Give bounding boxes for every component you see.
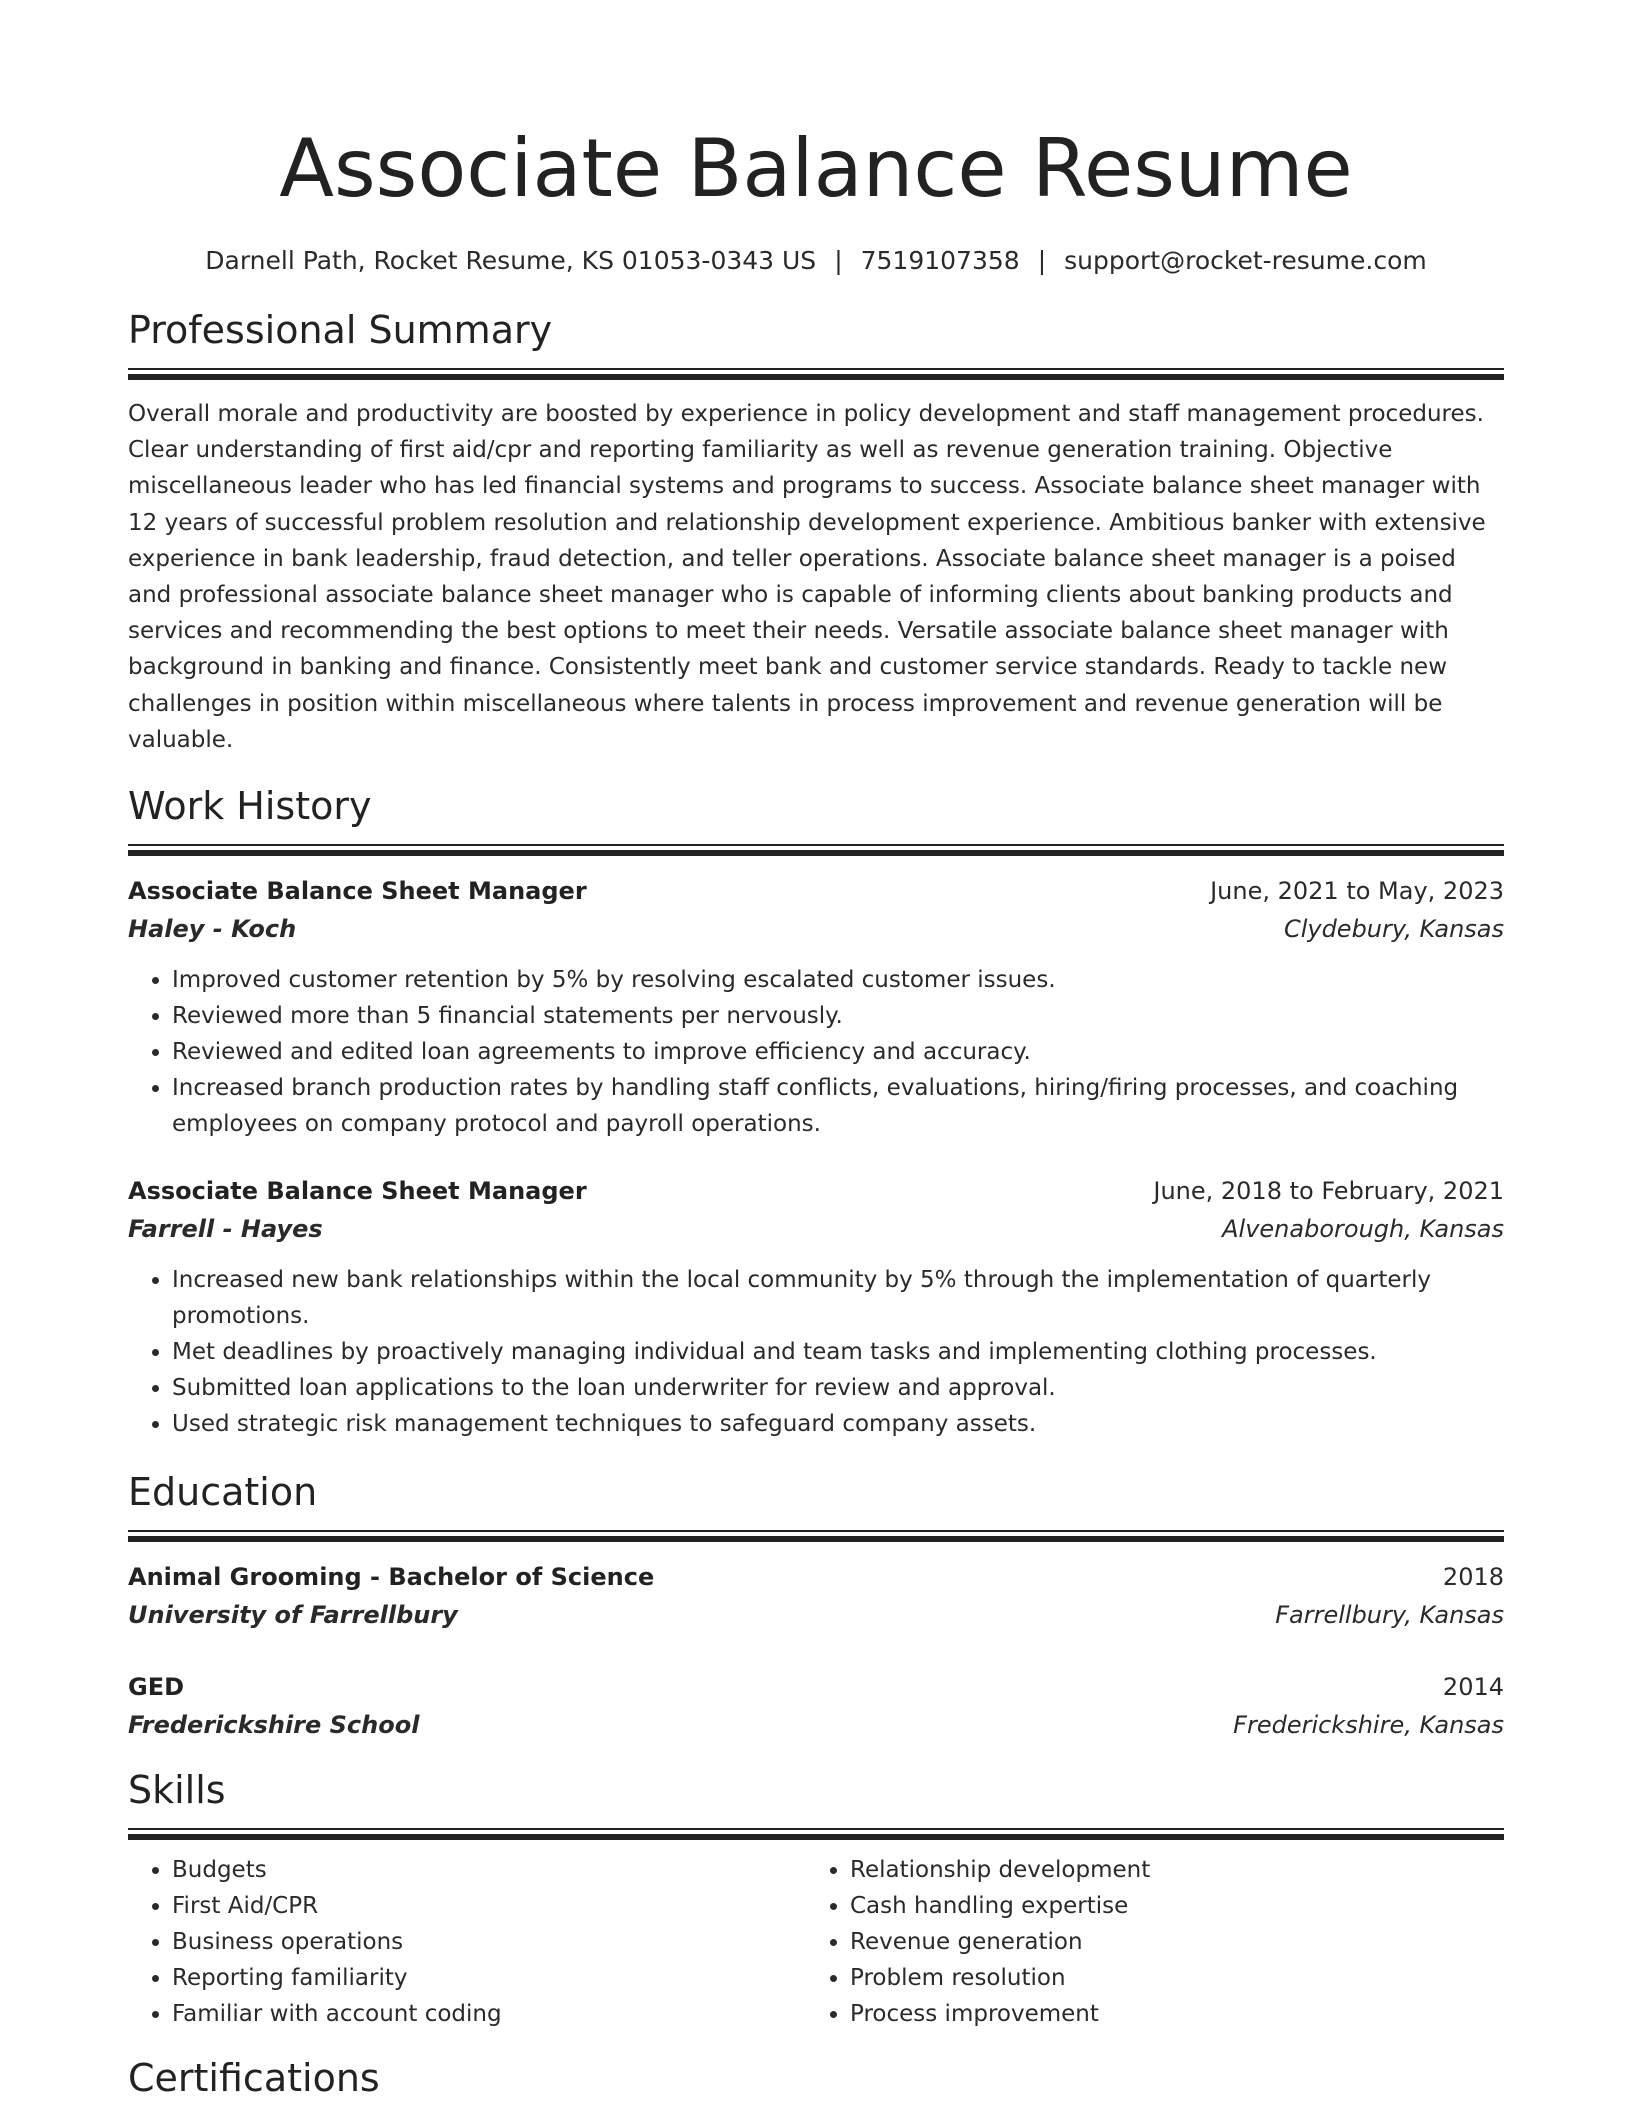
- school-name: Frederickshire School: [128, 1711, 420, 1740]
- degree-name: Animal Grooming - Bachelor of Science: [128, 1563, 655, 1592]
- section-divider: [128, 368, 1504, 370]
- list-item: • Reviewed and edited loan agreements to improve efficiency and accuracy.: [172, 1034, 1504, 1070]
- list-item: • Familiar with account coding: [172, 1996, 806, 2032]
- list-item: • Problem resolution: [850, 1960, 1484, 1996]
- section-divider: [128, 844, 1504, 846]
- list-item: • Relationship development: [850, 1852, 1484, 1888]
- list-item: • Business operations: [172, 1924, 806, 1960]
- section-heading-work-history: Work History: [128, 784, 372, 829]
- contact-separator: |: [834, 246, 843, 275]
- contact-address: Darnell Path, Rocket Resume, KS 01053-0343 US: [205, 246, 817, 275]
- summary-text: Overall morale and productivity are boosted by experience in policy development and staff management procedures. Clear understanding of first aid/cpr and reporting familiarity as well as revenue generation training. Objective miscellaneous leader who has led financial systems and programs to success. Associate balance sheet manager with 12 years of successful problem resolution and relationship development experience. Ambitious banker with extensive experience in bank leadership, fraud detection, and teller operations. Associate balance sheet manager is a poised and professional associate balance sheet manager who is capable of informing clients about banking products and services and recommending the best options to meet their needs. Versatile associate balance sheet manager with background in banking and finance. Consistently meet bank and customer service standards. Ready to tackle new challenges in position within miscellaneous where talents in process improvement and revenue generation will be valuable.: [128, 401, 1486, 753]
- school-location: Frederickshire, Kansas: [1233, 1711, 1504, 1740]
- education-entry: [128, 1668, 1504, 1744]
- job-bullets: [128, 1262, 1504, 1442]
- list-item: • Budgets: [172, 1852, 806, 1888]
- contact-email: support@rocket-resume.com: [1064, 246, 1427, 275]
- list-item: • Used strategic risk management techniques to safeguard company assets.: [172, 1406, 1504, 1442]
- section-heading-skills: Skills: [128, 1768, 226, 1813]
- graduation-year: 2018: [1442, 1563, 1504, 1592]
- list-item: • Cash handling expertise: [850, 1888, 1484, 1924]
- section-heading-education: Education: [128, 1470, 318, 1515]
- skills-columns: [128, 1852, 1504, 2032]
- list-item: • Submitted loan applications to the loan underwriter for review and approval.: [172, 1370, 1504, 1406]
- resume-page: [128, 0, 1504, 2102]
- education-entry: [128, 1558, 1504, 1634]
- school-name: University of Farrellbury: [128, 1601, 458, 1630]
- section-divider: [128, 374, 1504, 380]
- section-divider: [128, 1834, 1504, 1840]
- graduation-year: 2014: [1442, 1673, 1504, 1702]
- job-location: Alvenaborough, Kansas: [1222, 1215, 1504, 1244]
- school-location: Farrellbury, Kansas: [1275, 1601, 1504, 1630]
- job-bullets: [128, 962, 1504, 1142]
- list-item: • Reviewed more than 5 financial statements per nervously.: [172, 998, 1504, 1034]
- section-heading-certifications: Certifications: [128, 2056, 380, 2101]
- job-entry: [128, 1172, 1504, 1442]
- section-divider: [128, 1530, 1504, 1532]
- resume-title: Associate Balance Resume: [279, 122, 1353, 215]
- certifications-section: [128, 2054, 1504, 2102]
- job-location: Clydebury, Kansas: [1283, 915, 1504, 944]
- contact-phone: 7519107358: [860, 246, 1020, 275]
- skills-section: [128, 1766, 1504, 2032]
- degree-name: GED: [128, 1673, 185, 1702]
- skills-list-left: [128, 1852, 806, 2032]
- list-item: • Increased branch production rates by handling staff conflicts, evaluations, hiring/firing processes, and coaching employees on company protocol and payroll operations.: [172, 1070, 1504, 1142]
- list-item: • Process improvement: [850, 1996, 1484, 2032]
- section-divider: [128, 1828, 1504, 1830]
- work-history-section: [128, 782, 1504, 1442]
- job-entry: [128, 872, 1504, 1142]
- list-item: • Improved customer retention by 5% by resolving escalated customer issues.: [172, 962, 1504, 998]
- list-item: • First Aid/CPR: [172, 1888, 806, 1924]
- contact-separator: |: [1037, 246, 1047, 275]
- employer-name: Farrell - Hayes: [128, 1215, 323, 1244]
- job-title: Associate Balance Sheet Manager: [128, 877, 587, 906]
- job-title: Associate Balance Sheet Manager: [128, 1177, 587, 1206]
- section-divider: [128, 1536, 1504, 1542]
- summary-section: [128, 306, 1504, 758]
- job-dates: June, 2021 to May, 2023: [1210, 877, 1504, 906]
- employer-name: Haley - Koch: [128, 915, 297, 944]
- section-divider: [128, 850, 1504, 856]
- list-item: • Met deadlines by proactively managing individual and team tasks and implementing clothing processes.: [172, 1334, 1504, 1370]
- list-item: • Revenue generation: [850, 1924, 1484, 1960]
- list-item: • Increased new bank relationships within the local community by 5% through the implementation of quarterly promotions.: [172, 1262, 1504, 1334]
- contact-line: [128, 244, 1504, 278]
- list-item: • Reporting familiarity: [172, 1960, 806, 1996]
- section-heading-summary: Professional Summary: [128, 308, 553, 352]
- education-section: [128, 1468, 1504, 1744]
- job-dates: June, 2018 to February, 2021: [1153, 1177, 1504, 1206]
- skills-list-right: [806, 1852, 1484, 2032]
